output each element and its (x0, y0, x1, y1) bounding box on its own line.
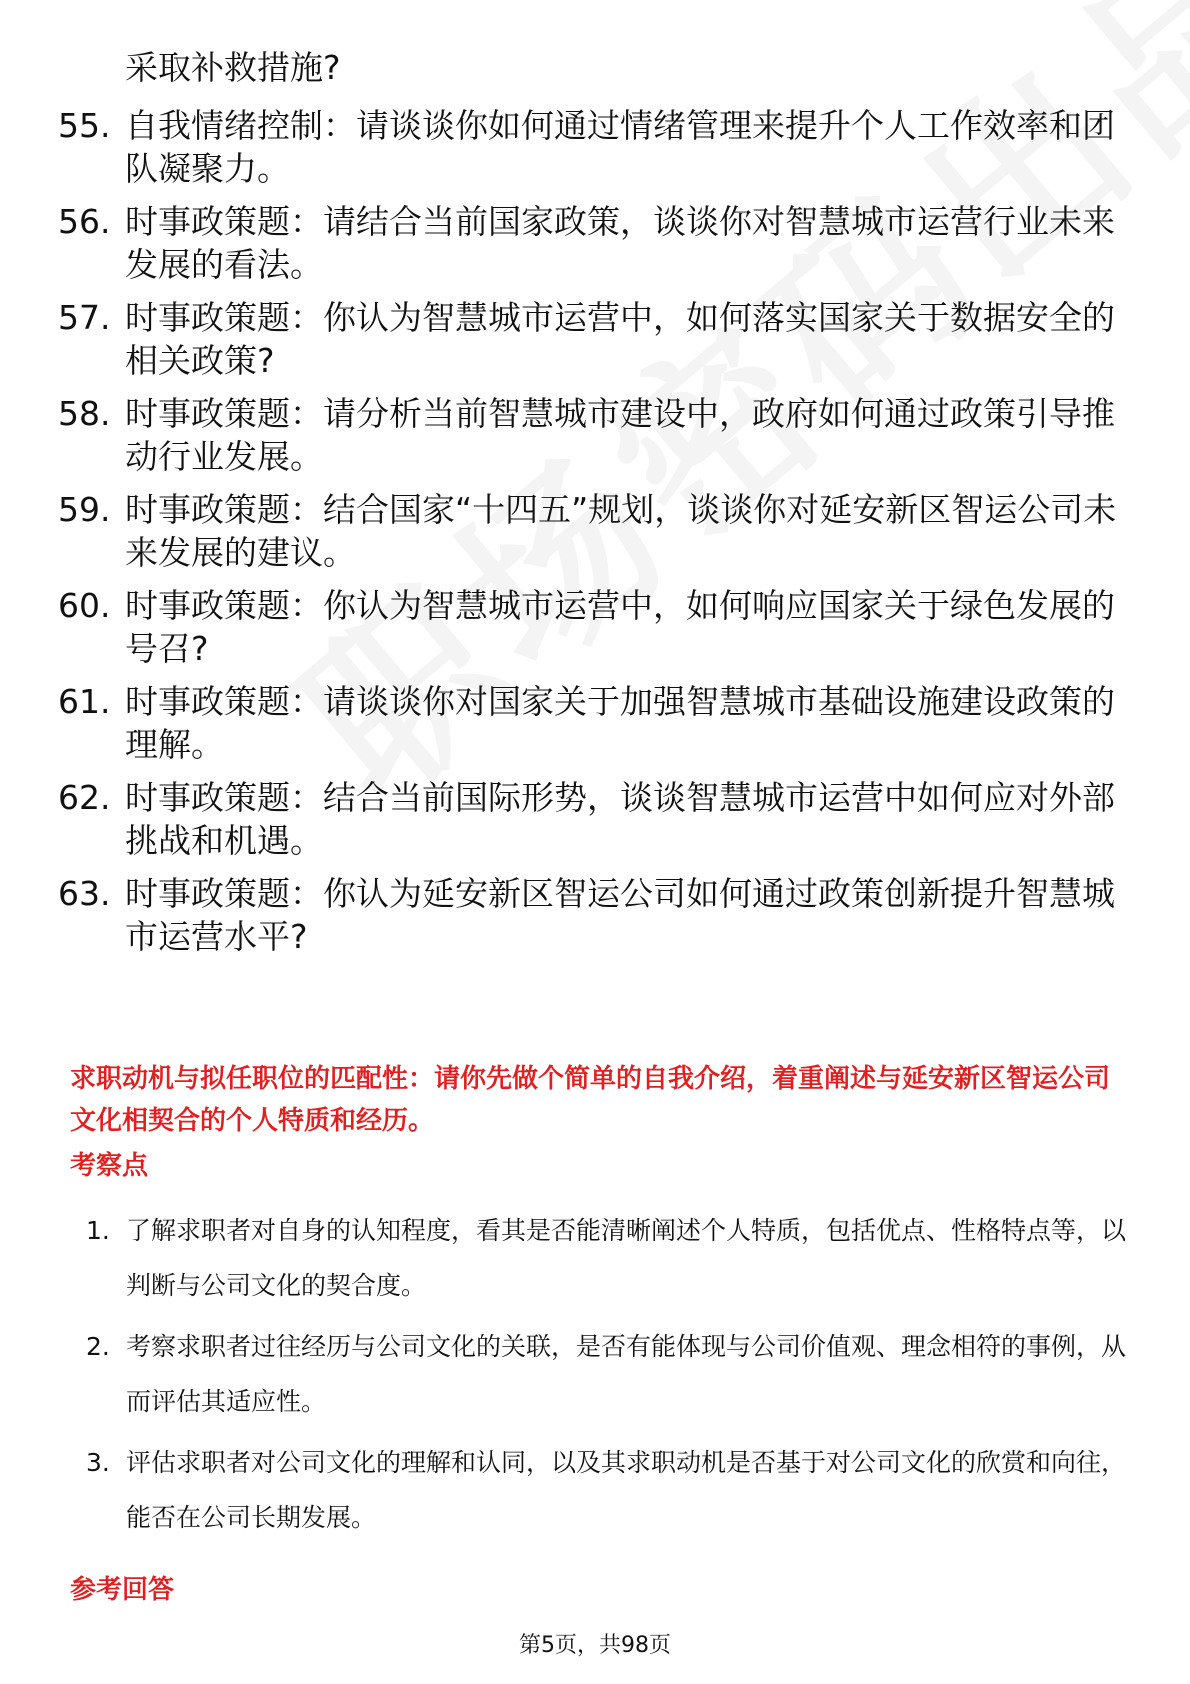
question-number: 58. (58, 394, 111, 433)
examine-point (86, 1203, 1136, 1313)
question-text: 时事政策题：请谈谈你对国家关于加强智慧城市基础设施建设政策的理解。 (125, 682, 1115, 764)
question-text: 时事政策题：你认为延安新区智运公司如何通过政策创新提升智慧城市运营水平? (125, 874, 1115, 956)
question-item (58, 584, 1138, 670)
question-text: 自我情绪控制：请谈谈你如何通过情绪管理来提升个人工作效率和团队凝聚力。 (125, 106, 1115, 188)
question-item (58, 776, 1138, 862)
question-number: 61. (58, 682, 111, 721)
question-item (58, 872, 1138, 958)
question-text: 时事政策题：请分析当前智慧城市建设中，政府如何通过政策引导推动行业发展。 (125, 394, 1115, 476)
examine-heading: 考察点 (70, 1151, 149, 1181)
section-question: 求职动机与拟任职位的匹配性：请你先做个简单的自我介绍，着重阐述与延安新区智运公司文化相契合的个人特质和经历。 (70, 1064, 1111, 1136)
question-number: 57. (58, 298, 111, 337)
point-text: 考察求职者过往经历与公司文化的关联，是否有能体现与公司价值观、理念相符的事例，从而评估其适应性。 (126, 1332, 1127, 1416)
point-number: 1. (86, 1216, 110, 1245)
point-number: 2. (86, 1332, 110, 1361)
question-number: 55. (58, 106, 111, 145)
examine-point (86, 1435, 1136, 1545)
question-text: 时事政策题：结合国家“十四五”规划，谈谈你对延安新区智运公司未来发展的建议。 (125, 490, 1117, 572)
question-text: 时事政策题：你认为智慧城市运营中，如何响应国家关于绿色发展的号召? (125, 586, 1115, 668)
question-text: 时事政策题：你认为智慧城市运营中，如何落实国家关于数据安全的相关政策? (125, 298, 1115, 380)
question-number: 56. (58, 202, 111, 241)
point-text: 评估求职者对公司文化的理解和认同，以及其求职动机是否基于对公司文化的欣赏和向往，能否在公司长期发展。 (126, 1448, 1127, 1532)
continuation-text: 采取补救措施? (125, 48, 341, 87)
question-item (58, 296, 1138, 382)
examine-point (86, 1319, 1136, 1429)
point-number: 3. (86, 1448, 110, 1477)
question-number: 59. (58, 490, 111, 529)
question-item (58, 488, 1138, 574)
question-number: 60. (58, 586, 111, 625)
question-item (58, 200, 1138, 286)
question-item (58, 104, 1138, 190)
question-text: 时事政策题：请结合当前国家政策，谈谈你对智慧城市运营行业未来发展的看法。 (125, 202, 1115, 284)
question-number: 63. (58, 874, 111, 913)
page-footer: 第5页，共98页 (519, 1633, 671, 1658)
question-continuation (58, 46, 1138, 89)
question-item (58, 680, 1138, 766)
question-text: 时事政策题：结合当前国际形势，谈谈智慧城市运营中如何应对外部挑战和机遇。 (125, 778, 1115, 860)
question-number: 62. (58, 778, 111, 817)
answer-heading: 参考回答 (70, 1575, 175, 1605)
question-item (58, 392, 1138, 478)
point-text: 了解求职者对自身的认知程度，看其是否能清晰阐述个人特质，包括优点、性格特点等，以判断与公司文化的契合度。 (126, 1216, 1127, 1300)
